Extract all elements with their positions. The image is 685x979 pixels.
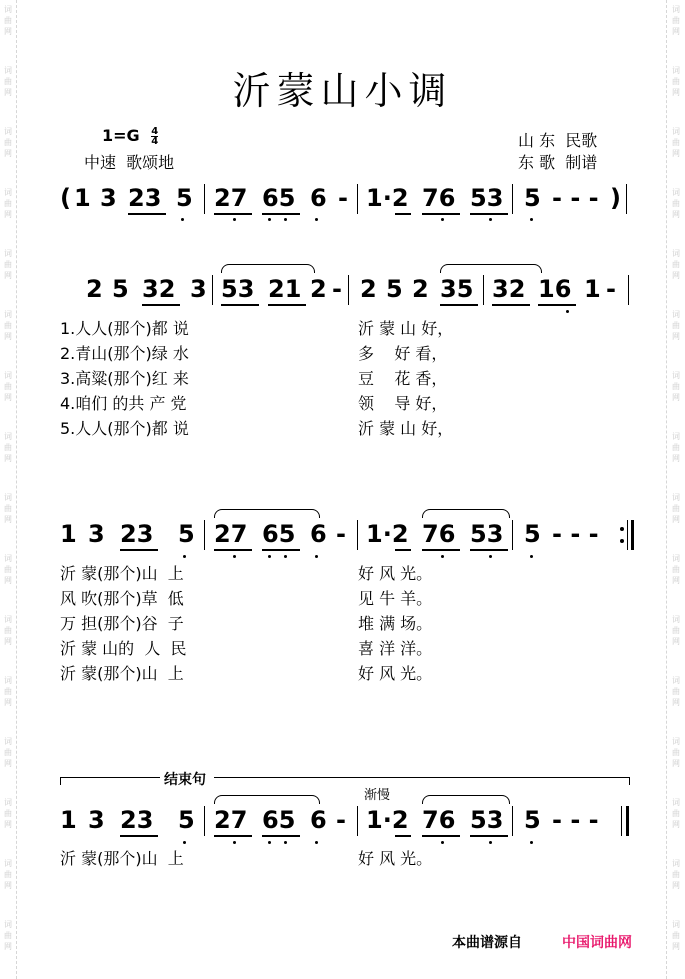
note: 5 bbox=[178, 520, 195, 548]
note: 3 bbox=[100, 184, 117, 212]
barline bbox=[204, 806, 205, 836]
lyric-line: 2.青山(那个)绿 水 bbox=[60, 344, 189, 363]
origin-credit: 山 东 民歌 bbox=[518, 131, 598, 150]
underline bbox=[128, 213, 166, 215]
verses-a-left bbox=[60, 316, 189, 441]
underline bbox=[538, 304, 576, 306]
final-barline-thick bbox=[626, 806, 629, 836]
note: 5 bbox=[386, 275, 403, 303]
underline bbox=[440, 304, 478, 306]
note: 2 bbox=[412, 275, 429, 303]
intro-close-paren: ) bbox=[610, 184, 621, 212]
underline bbox=[262, 549, 300, 551]
low-octave-dot bbox=[183, 841, 186, 844]
watermark-text: 词 曲 网 bbox=[672, 432, 680, 463]
note: 23 bbox=[120, 806, 154, 834]
intro-open-paren: ( bbox=[60, 184, 71, 212]
barline bbox=[204, 520, 205, 550]
slur bbox=[440, 264, 542, 273]
lyric-line: 沂 蒙(那个)山 上 bbox=[60, 564, 184, 583]
note: 5 bbox=[176, 184, 193, 212]
note: 1·2 bbox=[366, 520, 409, 548]
barline bbox=[204, 184, 205, 214]
note: 1 bbox=[60, 520, 77, 548]
rit-marking: 渐慢 bbox=[364, 788, 391, 803]
low-octave-dot bbox=[181, 218, 184, 221]
watermark-text: 词 曲 网 bbox=[672, 798, 680, 829]
lyric-line: 沂 蒙 山 好， bbox=[358, 419, 454, 438]
slur bbox=[422, 509, 510, 518]
underline bbox=[214, 549, 252, 551]
barline bbox=[357, 806, 358, 836]
note: - bbox=[338, 184, 348, 212]
note: 53 bbox=[470, 806, 504, 834]
rest-dashes: - - - bbox=[552, 520, 599, 548]
low-octave-dot bbox=[233, 218, 236, 221]
watermark-text: 词 曲 网 bbox=[672, 676, 680, 707]
barline bbox=[512, 806, 513, 836]
underline bbox=[120, 835, 158, 837]
note: 23 bbox=[128, 184, 162, 212]
watermark-text: 词 曲 网 bbox=[4, 920, 12, 951]
lyric-line: 好 风 光。 bbox=[358, 664, 433, 683]
verses-b-right bbox=[358, 561, 432, 686]
note: 2 bbox=[86, 275, 103, 303]
low-octave-dot bbox=[268, 218, 271, 221]
note: 5 bbox=[524, 184, 541, 212]
note: 65 bbox=[262, 806, 296, 834]
note: - bbox=[336, 806, 346, 834]
watermark-text: 词 曲 网 bbox=[4, 188, 12, 219]
barline bbox=[628, 275, 629, 305]
ending-bracket-line bbox=[214, 777, 630, 778]
note: 5 bbox=[178, 806, 195, 834]
watermark-text: 词 曲 网 bbox=[672, 310, 680, 341]
note: 27 bbox=[214, 184, 248, 212]
watermark-text: 词 曲 网 bbox=[4, 615, 12, 646]
lyric-line: 1.人人(那个)都 说 bbox=[60, 319, 189, 338]
underline bbox=[142, 304, 180, 306]
watermark-text: 词 曲 网 bbox=[672, 249, 680, 280]
ending-bracket-tick bbox=[629, 777, 630, 785]
verses-a-right bbox=[358, 316, 453, 441]
rest-dashes: - - - bbox=[552, 184, 599, 212]
low-octave-dot bbox=[233, 555, 236, 558]
low-octave-dot bbox=[284, 218, 287, 221]
underline bbox=[395, 835, 411, 837]
low-octave-dot bbox=[315, 555, 318, 558]
low-octave-dot bbox=[268, 555, 271, 558]
watermark-text: 词 曲 网 bbox=[672, 66, 680, 97]
underline bbox=[492, 304, 530, 306]
left-margin-line bbox=[16, 0, 17, 979]
note: 65 bbox=[262, 520, 296, 548]
watermark-text: 词 曲 网 bbox=[4, 676, 12, 707]
low-octave-dot bbox=[315, 841, 318, 844]
note: 1·2 bbox=[366, 806, 409, 834]
ending-lyric-left: 沂 蒙(那个)山 上 bbox=[60, 849, 184, 868]
low-octave-dot bbox=[566, 310, 569, 313]
note: 76 bbox=[422, 520, 456, 548]
note: 65 bbox=[262, 184, 296, 212]
watermark-text: 词 曲 网 bbox=[672, 615, 680, 646]
watermark-text: 词 曲 网 bbox=[4, 127, 12, 158]
low-octave-dot bbox=[530, 218, 533, 221]
barline bbox=[626, 184, 627, 214]
lyric-line: 喜 洋 洋。 bbox=[358, 639, 433, 658]
note: 6 bbox=[310, 806, 327, 834]
barline bbox=[357, 520, 358, 550]
note: 21 bbox=[268, 275, 302, 303]
watermark-text: 词 曲 网 bbox=[672, 737, 680, 768]
note: 27 bbox=[214, 520, 248, 548]
lyric-line: 好 风 光。 bbox=[358, 564, 433, 583]
barline bbox=[212, 275, 213, 305]
lyric-line: 沂 蒙 山的 人 民 bbox=[60, 639, 187, 658]
watermark-text: 词 曲 网 bbox=[4, 249, 12, 280]
underline bbox=[470, 549, 508, 551]
underline bbox=[214, 835, 252, 837]
note: 6 bbox=[310, 520, 327, 548]
slur bbox=[214, 509, 320, 518]
verses-b-left bbox=[60, 561, 187, 686]
key-signature bbox=[102, 126, 158, 146]
note: - bbox=[606, 275, 616, 303]
source-label: 本曲谱源自 bbox=[452, 935, 522, 951]
barline bbox=[348, 275, 349, 305]
low-octave-dot bbox=[489, 218, 492, 221]
note: 35 bbox=[440, 275, 474, 303]
repeat-barline-thick bbox=[631, 520, 634, 550]
note: 6 bbox=[310, 184, 327, 212]
watermark-text: 词 曲 网 bbox=[672, 493, 680, 524]
watermark-text: 词 曲 网 bbox=[4, 310, 12, 341]
note: 53 bbox=[221, 275, 255, 303]
underline bbox=[422, 549, 460, 551]
note: 76 bbox=[422, 184, 456, 212]
note: 1 bbox=[74, 184, 91, 212]
ending-bracket-line bbox=[60, 777, 160, 778]
watermark-text: 词 曲 网 bbox=[4, 798, 12, 829]
watermark-text: 词 曲 网 bbox=[672, 5, 680, 36]
note: 5 bbox=[524, 806, 541, 834]
lyric-line: 万 担(那个)谷 子 bbox=[60, 614, 184, 633]
watermark-text: 词 曲 网 bbox=[4, 5, 12, 36]
note: - bbox=[336, 520, 346, 548]
watermark-text: 词 曲 网 bbox=[672, 188, 680, 219]
barline bbox=[357, 184, 358, 214]
lyric-line: 风 吹(那个)草 低 bbox=[60, 589, 184, 608]
ending-label: 结束句 bbox=[164, 772, 206, 788]
watermark-text: 词 曲 网 bbox=[672, 554, 680, 585]
note: 16 bbox=[538, 275, 572, 303]
note: 53 bbox=[470, 520, 504, 548]
note: 5 bbox=[524, 520, 541, 548]
lyric-line: 3.高粱(那个)红 来 bbox=[60, 369, 189, 388]
watermark-text: 词 曲 网 bbox=[4, 66, 12, 97]
time-sig-bottom: 4 bbox=[151, 136, 159, 147]
watermark-text: 词 曲 网 bbox=[672, 371, 680, 402]
note: 53 bbox=[470, 184, 504, 212]
underline bbox=[262, 213, 300, 215]
low-octave-dot bbox=[315, 218, 318, 221]
ending-lyric-right: 好 风 光。 bbox=[358, 849, 433, 868]
watermark-text: 词 曲 网 bbox=[672, 127, 680, 158]
lyric-line: 豆 花 香， bbox=[358, 369, 448, 388]
lyric-line: 沂 蒙(那个)山 上 bbox=[60, 664, 184, 683]
watermark-text: 词 曲 网 bbox=[672, 920, 680, 951]
underline bbox=[470, 835, 508, 837]
low-octave-dot bbox=[530, 841, 533, 844]
note: 5 bbox=[112, 275, 129, 303]
lyric-line: 见 牛 羊。 bbox=[358, 589, 433, 608]
lyric-line: 4.咱们 的共 产 党 bbox=[60, 394, 187, 413]
song-title: 沂蒙山小调 bbox=[232, 69, 453, 113]
note: 27 bbox=[214, 806, 248, 834]
right-margin-line bbox=[666, 0, 667, 979]
low-octave-dot bbox=[284, 555, 287, 558]
low-octave-dot bbox=[489, 555, 492, 558]
time-sig-top: 4 bbox=[151, 126, 159, 137]
source-site-link[interactable]: 中国词曲网 bbox=[562, 935, 632, 951]
underline bbox=[221, 304, 259, 306]
note: 1·2 bbox=[366, 184, 409, 212]
note: 3 bbox=[88, 520, 105, 548]
watermark-text: 词 曲 网 bbox=[4, 737, 12, 768]
lyric-line: 堆 满 场。 bbox=[358, 614, 433, 633]
repeat-barline-thin bbox=[627, 520, 628, 550]
underline bbox=[470, 213, 508, 215]
note: 3 bbox=[88, 806, 105, 834]
watermark-text: 词 曲 网 bbox=[672, 859, 680, 890]
lyric-line: 5.人人(那个)都 说 bbox=[60, 419, 189, 438]
note: 23 bbox=[120, 520, 154, 548]
tempo-mark: 中速 歌颂地 bbox=[84, 153, 175, 172]
lyric-line: 沂 蒙 山 好， bbox=[358, 319, 454, 338]
low-octave-dot bbox=[441, 841, 444, 844]
underline bbox=[422, 835, 460, 837]
watermark-text: 词 曲 网 bbox=[4, 859, 12, 890]
low-octave-dot bbox=[489, 841, 492, 844]
ending-bracket-tick bbox=[60, 777, 61, 785]
note: 2 bbox=[310, 275, 327, 303]
barline bbox=[483, 275, 484, 305]
note: 2 bbox=[360, 275, 377, 303]
underline bbox=[262, 835, 300, 837]
note: 3 bbox=[190, 275, 207, 303]
watermark-text: 词 曲 网 bbox=[4, 432, 12, 463]
note: 1 bbox=[60, 806, 77, 834]
arranger-credit: 东 歌 制谱 bbox=[518, 153, 598, 172]
underline bbox=[268, 304, 306, 306]
underline bbox=[120, 549, 158, 551]
note: 32 bbox=[142, 275, 176, 303]
key-label: 1=G bbox=[102, 126, 140, 145]
repeat-dot bbox=[620, 527, 624, 531]
final-barline-thin bbox=[621, 806, 622, 836]
lyric-line: 多 好 看， bbox=[358, 344, 448, 363]
underline bbox=[395, 213, 411, 215]
low-octave-dot bbox=[441, 555, 444, 558]
low-octave-dot bbox=[284, 841, 287, 844]
note: 1 bbox=[584, 275, 601, 303]
note: - bbox=[332, 275, 342, 303]
slur bbox=[214, 795, 320, 804]
low-octave-dot bbox=[233, 841, 236, 844]
time-signature bbox=[151, 127, 158, 146]
watermark-text: 词 曲 网 bbox=[4, 371, 12, 402]
low-octave-dot bbox=[268, 841, 271, 844]
underline bbox=[214, 213, 252, 215]
lyric-line: 领 导 好， bbox=[358, 394, 448, 413]
watermark-text: 词 曲 网 bbox=[4, 554, 12, 585]
watermark-text: 词 曲 网 bbox=[4, 493, 12, 524]
low-octave-dot bbox=[441, 218, 444, 221]
barline bbox=[512, 520, 513, 550]
barline bbox=[512, 184, 513, 214]
slur bbox=[422, 795, 510, 804]
underline bbox=[395, 549, 411, 551]
low-octave-dot bbox=[530, 555, 533, 558]
low-octave-dot bbox=[183, 555, 186, 558]
repeat-dot bbox=[620, 539, 624, 543]
note: 76 bbox=[422, 806, 456, 834]
slur bbox=[221, 264, 315, 273]
note: 32 bbox=[492, 275, 526, 303]
rest-dashes: - - - bbox=[552, 806, 599, 834]
underline bbox=[422, 213, 460, 215]
